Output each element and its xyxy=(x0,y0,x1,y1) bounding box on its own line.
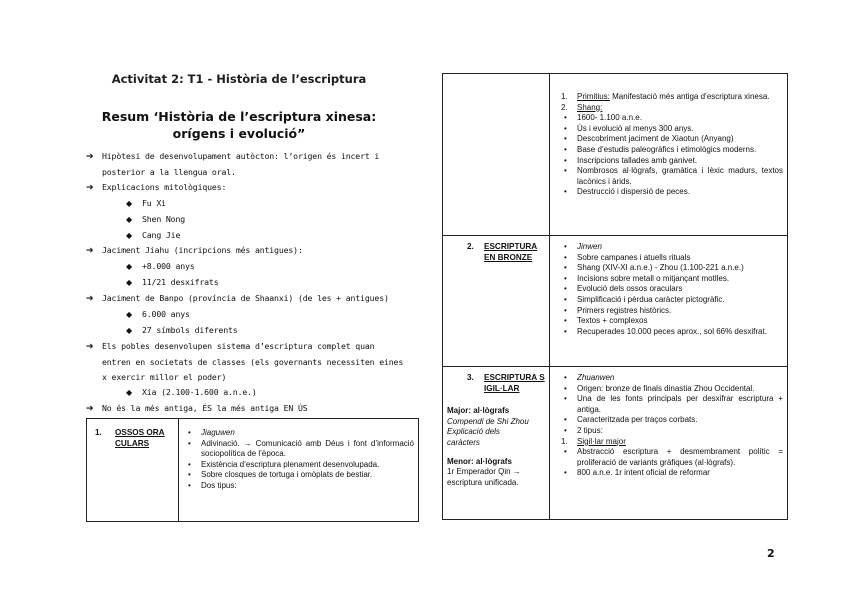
bullet-text: 1600- 1.100 a.n.e. xyxy=(577,113,642,123)
characters-label: Explicació dels caràcters xyxy=(447,427,500,447)
arrow-icon: ➔ xyxy=(86,403,94,414)
outline-item-text: posterior a la llengua oral. xyxy=(102,166,236,177)
diamond-bullet-icon: ◆ xyxy=(126,230,133,240)
bullet-text: Abstracció escriptura + desmembrament polític = proliferació de variants gràfiques (al·lògrafs). xyxy=(577,447,783,467)
bullet-list xyxy=(185,428,414,492)
subsection-major-seal xyxy=(561,437,783,448)
oracle-bones-heading-cell xyxy=(87,419,179,522)
row3-content-cell xyxy=(550,367,788,520)
bullet-item xyxy=(561,373,783,384)
arrow-icon: ➔ xyxy=(86,182,94,193)
outline-item-text: x exercir millor el poder) xyxy=(102,371,227,382)
item-text: Manifestació més antiga d’escriptura xinesa. xyxy=(609,92,770,101)
section-number: 3. xyxy=(467,373,474,382)
bullet-text: Incisions sobre metall o mitjançant motlles. xyxy=(577,273,730,283)
bullet-item xyxy=(561,284,783,295)
numbered-item xyxy=(561,92,783,103)
bullet-text: Una de les fonts principals per desxifrar escriptura + antiga. xyxy=(577,394,783,414)
bullet-text: Sobre campanes i atuells rituals xyxy=(577,252,691,262)
subsection-number: 1. xyxy=(561,436,568,446)
bullet-item xyxy=(561,156,783,167)
summary-subtitle: Resum ‘Història de l’escriptura xinesa: orígens i evolució” xyxy=(101,109,377,141)
outline-item xyxy=(86,323,416,339)
bullet-text: 800 a.n.e. 1r intent oficial de reformar xyxy=(577,468,710,478)
major-label: Major: al·lògrafs xyxy=(447,406,510,416)
outline-item xyxy=(86,339,416,355)
outline-item-text: No és la més antiga, ÉS la més antiga EN ÚS xyxy=(102,402,308,413)
bullet-text: Primers registres històrics. xyxy=(577,305,672,315)
diamond-bullet-icon: ◆ xyxy=(126,278,133,288)
bullet-item xyxy=(561,134,783,145)
diamond-bullet-icon: ◆ xyxy=(126,325,133,335)
row2-heading-cell xyxy=(443,236,550,367)
bullet-item xyxy=(561,415,783,426)
bullet-list xyxy=(561,242,783,337)
compendium-label: Compendi de Shi Zhou xyxy=(447,416,529,426)
outline-item-text: Cang Jie xyxy=(142,229,181,240)
bullet-item xyxy=(561,113,783,124)
page-title: Activitat 2: T1 - Història de l’escriptura xyxy=(111,72,367,86)
bullet-text: Existència d’escriptura plenament desenvolupada. xyxy=(201,459,380,469)
outline-item xyxy=(86,212,416,228)
bullet-text: Nombrosos al·lògrafs, gramàtica i lèxic madurs, textos lacònics i àrids. xyxy=(577,166,783,186)
bullet-item xyxy=(561,447,783,468)
bullet-text: Simplificació i pèrdua caràcter pictogràfic. xyxy=(577,294,725,304)
outline-item xyxy=(86,149,416,165)
row1-left-cell xyxy=(443,74,550,236)
section-heading: ESCRIPTURA SIGIL·LAR xyxy=(484,373,545,393)
outline-item-text: Jaciment de Banpo (província de Shaanxi) (de les + antigues) xyxy=(102,293,389,304)
outline-item-text: Els pobles desenvolupen sistema d’escriptura complet quan xyxy=(102,340,375,351)
bullet-item xyxy=(561,242,783,253)
bullet-item xyxy=(185,460,414,471)
minor-label: Menor: al·lògrafs xyxy=(447,456,512,466)
subsection-label: Sigil·lar major xyxy=(577,436,626,446)
script-types-table xyxy=(442,73,788,520)
bullet-text: Dos tipus: xyxy=(201,480,237,490)
outline-item xyxy=(86,228,416,244)
diamond-bullet-icon: ◆ xyxy=(126,214,133,224)
numbered-item xyxy=(561,103,783,114)
bullet-list xyxy=(561,447,783,479)
bullet-item xyxy=(561,263,783,274)
bullet-text: Inscripcions tallades amb ganivet. xyxy=(577,155,698,165)
row2-content-cell xyxy=(550,236,788,367)
bullet-list xyxy=(561,113,783,198)
outline-item xyxy=(86,180,416,196)
outline-item xyxy=(86,401,416,417)
numbered-list xyxy=(561,92,783,113)
bullet-text: Recuperades 10.000 peces aprox., sol 66% desxifrat. xyxy=(577,326,767,336)
bullet-item xyxy=(561,306,783,317)
bullet-text: Jiaguwen xyxy=(201,428,235,437)
bullet-text: Shang (XIV-XI a.n.e.) - Zhou (1.100-221 a.n.e.) xyxy=(577,263,744,273)
item-number: 1. xyxy=(561,92,568,101)
diamond-bullet-icon: ◆ xyxy=(126,262,133,272)
bullet-item xyxy=(185,428,414,439)
section-heading: ESCRIPTURA EN BRONZE xyxy=(484,242,538,262)
bullet-item xyxy=(561,327,783,338)
bullet-text: Textos + complexos xyxy=(577,316,648,326)
outline-item xyxy=(86,370,416,385)
bullet-item xyxy=(561,394,783,415)
outline-item xyxy=(86,259,416,275)
bullet-item xyxy=(561,166,783,187)
outline-item-text: Xia (2.100-1.600 a.n.e.) xyxy=(142,386,257,397)
outline-item xyxy=(86,165,416,180)
outline-item-text: 27 símbols diferents xyxy=(142,324,238,335)
bullet-text: Base d’estudis paleogràfics i etimològics moderns. xyxy=(577,144,757,154)
section-number: 1. xyxy=(95,428,102,437)
bullet-text: Destrucció i dispersió de peces. xyxy=(577,187,690,197)
item-label: Shang: xyxy=(577,102,603,112)
outline-item-text: +8.000 anys xyxy=(142,261,195,272)
outline-item-text: 11/21 desxifrats xyxy=(142,277,219,288)
bullet-text: Sobre closques de tortuga i omòplats de bestiar. xyxy=(201,470,373,480)
outline-item xyxy=(86,243,416,259)
outline-item xyxy=(86,355,416,370)
bullet-item xyxy=(185,481,414,492)
diamond-bullet-icon: ◆ xyxy=(126,387,133,397)
bullet-text: Jinwen xyxy=(577,242,602,251)
bullet-item xyxy=(185,439,414,460)
item-label: Primitius: xyxy=(577,92,610,101)
bullet-text: Caracteritzada per traços corbats. xyxy=(577,415,698,425)
outline-item-text: Shen Nong xyxy=(142,213,186,224)
arrow-icon: ➔ xyxy=(86,341,94,352)
bullet-item xyxy=(561,316,783,327)
section-heading: OSSOS ORACULARS xyxy=(115,428,165,448)
bullet-item xyxy=(561,468,783,479)
bullet-item xyxy=(561,274,783,285)
page-number: 2 xyxy=(767,547,775,560)
outline-item xyxy=(86,291,416,307)
outline-item-text: Jaciment Jiahu (incripcions més antigues): xyxy=(102,245,303,256)
outline-item-text: Fu Xi xyxy=(142,197,166,208)
oracle-bones-content-cell xyxy=(179,419,419,522)
bullet-item xyxy=(561,384,783,395)
diamond-bullet-icon: ◆ xyxy=(126,310,133,320)
arrow-icon: ➔ xyxy=(86,152,94,162)
bullet-item xyxy=(561,253,783,264)
row3-heading-cell xyxy=(443,367,550,520)
bullet-text: Ús i evolució al menys 300 anys. xyxy=(577,123,694,133)
outline-item xyxy=(86,385,416,401)
arrow-icon: ➔ xyxy=(86,246,94,257)
outline-item xyxy=(86,196,416,212)
section-number: 2. xyxy=(467,242,474,251)
bullet-text: Adivinació. → Comunicació amb Déus i font d’informació sociopolítica de l’època. xyxy=(201,438,414,459)
bullet-item xyxy=(185,470,414,481)
bullet-text: 2 tipus: xyxy=(577,425,603,435)
item-number: 2. xyxy=(561,102,568,112)
bullet-text: Origen: bronze de finals dinastia Zhou Occidental. xyxy=(577,383,755,393)
bullet-text: Zhuanwen xyxy=(577,373,615,382)
outline-item xyxy=(86,275,416,291)
oracle-bones-table xyxy=(86,418,419,522)
diamond-bullet-icon: ◆ xyxy=(126,198,133,208)
outline-item-text: entren en societats de classes (els governants necessiten eines xyxy=(102,356,404,367)
bullet-item xyxy=(561,145,783,156)
bullet-item xyxy=(561,187,783,198)
bullet-list xyxy=(561,373,783,437)
bullet-item xyxy=(561,426,783,437)
outline-item xyxy=(86,307,416,323)
bullet-item xyxy=(561,124,783,135)
arrow-icon: ➔ xyxy=(86,294,94,305)
row1-content-cell xyxy=(550,74,788,236)
qin-unification-text: 1r Emperador Qin → escriptura unificada. xyxy=(447,467,521,487)
bullet-item xyxy=(561,295,783,306)
outline-item-text: Explicacions mitològiques: xyxy=(102,181,227,192)
outline-item-text: 6.000 anys xyxy=(142,309,190,320)
outline-item-text: Hipòtesi de desenvolupament autòcton: l’origen és incert i xyxy=(102,151,380,161)
outline-list xyxy=(86,149,416,416)
bullet-text: Evolució dels ossos oraculars xyxy=(577,284,683,294)
bullet-text: Descobriment jaciment de Xiaotun (Anyang) xyxy=(577,134,734,144)
